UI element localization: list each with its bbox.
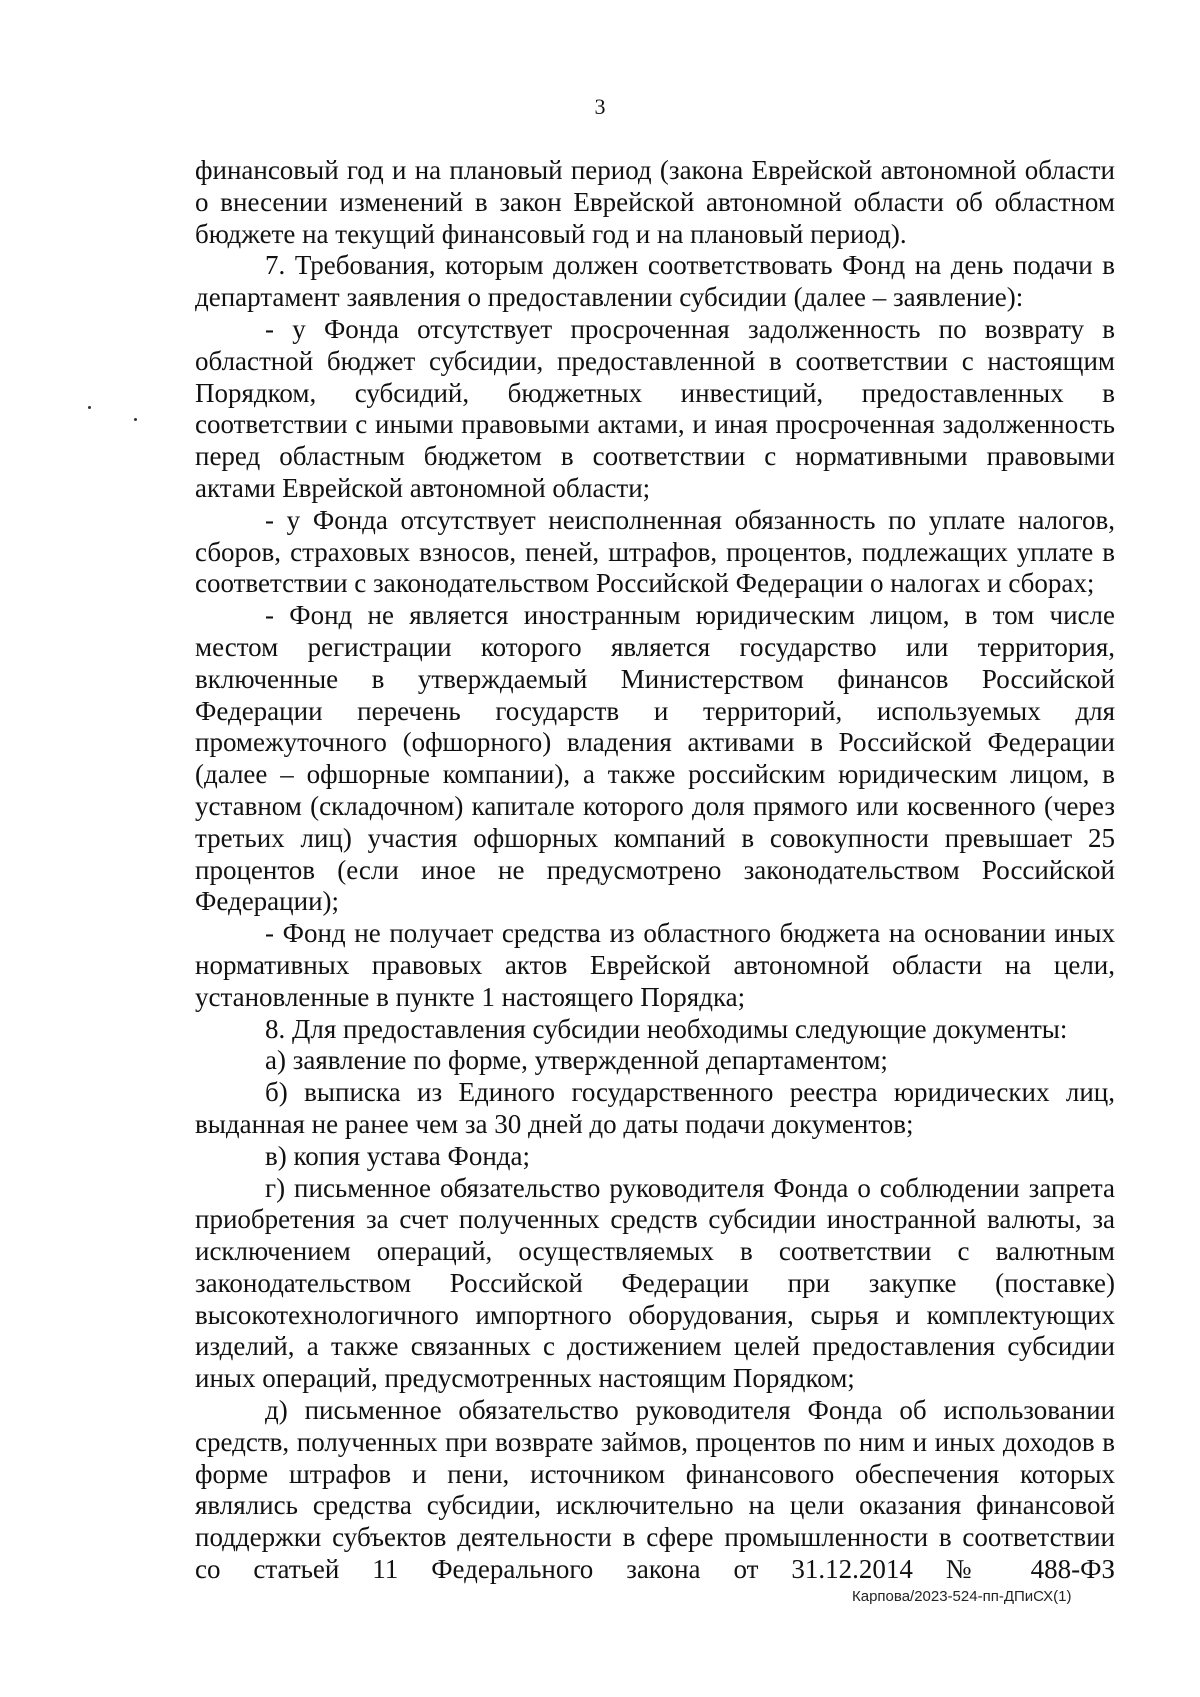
paragraph-8-item-a: а) заявление по форме, утвержденной департаментом;	[265, 1045, 888, 1076]
paragraph-continuation: финансовый год и на плановый период (закона Еврейской автономной области о внесении изменений в закон Еврейской автономной области об областном бюджете на текущий финансовый год и на плановый период).	[195, 155, 1115, 249]
footer-document-reference: Карпова/2023-524-пп-ДПиСХ(1)	[852, 1588, 1072, 1605]
scan-speck	[134, 418, 137, 421]
paragraph-7-item-no-tax-obligation: - у Фонда отсутствует неисполненная обязанность по уплате налогов, сборов, страховых взносов, пеней, штрафов, процентов, подлежащих уплате в соответствии с законодательством Российской Федерации о налогах и сборах;	[195, 504, 1115, 599]
scan-speck	[88, 406, 91, 409]
paragraph-7-item-not-foreign-entity: - Фонд не является иностранным юридическим лицом, в том числе местом регистрации которого является государство или территория, включенные в утверждаемый Министерством финансов Российской Федерации перечень государств и территорий, используемых для промежуточного (офшорного) владения активами в Российской Федерации (далее – офшорные компании), а также российским юридическим лицом, в уставном (складочном) капитале которого доля прямого или косвенного (через третьих лиц) участия офшорных компаний в совокупности превышает 25 процентов (если иное не предусмотрено законодательством Российской Федерации);	[195, 600, 1115, 917]
paragraph-8-item-b: б) выписка из Единого государственного реестра юридических лиц, выданная не ранее чем за 30 дней до даты подачи документов;	[195, 1077, 1115, 1139]
paragraph-7-item-no-other-funds: - Фонд не получает средства из областного бюджета на основании иных нормативных правовых актов Еврейской автономной области на цели, установленные в пункте 1 настоящего Порядка;	[195, 918, 1115, 1012]
paragraph-8-item-g: г) письменное обязательство руководителя Фонда о соблюдении запрета приобретения за счет полученных средств субсидии иностранной валюты, за исключением операций, осуществляемых в соответствии с валютным законодательством Российской Федерации при закупке (поставке) высокотехнологичного импортного оборудования, сырья и комплектующих изделий, а также связанных с достижением целей предоставления субсидии иных операций, предусмотренных настоящим Порядком;	[195, 1172, 1115, 1394]
paragraph-8-documents: 8. Для предоставления субсидии необходимы следующие документы:	[265, 1013, 1068, 1044]
paragraph-8-item-v: в) копия устава Фонда;	[265, 1140, 531, 1171]
paragraph-7-item-no-overdue-debt: - у Фонда отсутствует просроченная задолженность по возврату в областной бюджет субсидии, предоставленной в соответствии с настоящим Порядком, субсидий, бюджетных инвестиций, предоставленных в соответствии с иными правовыми актами, и иная просроченная задолженность перед областным бюджетом в соответствии с нормативными правовыми актами Еврейской автономной области;	[195, 313, 1115, 503]
paragraph-7-requirements: 7. Требования, которым должен соответствовать Фонд на день подачи в департамент заявления о предоставлении субсидии (далее – заявление):	[195, 250, 1115, 313]
page-number: 3	[594, 94, 606, 119]
paragraph-8-item-d: д) письменное обязательство руководителя Фонда об использовании средств, полученных при возврате займов, процентов по ним и иных доходов в форме штрафов и пени, источником финансового обеспечения которых являлись средства субсидии, исключительно на цели оказания финансовой поддержки субъектов деятельности в сфере промышленности в соответствии со статьей 11 Федерального закона от 31.12.2014 № 488-ФЗ	[195, 1395, 1115, 1585]
document-body	[195, 155, 1115, 1586]
